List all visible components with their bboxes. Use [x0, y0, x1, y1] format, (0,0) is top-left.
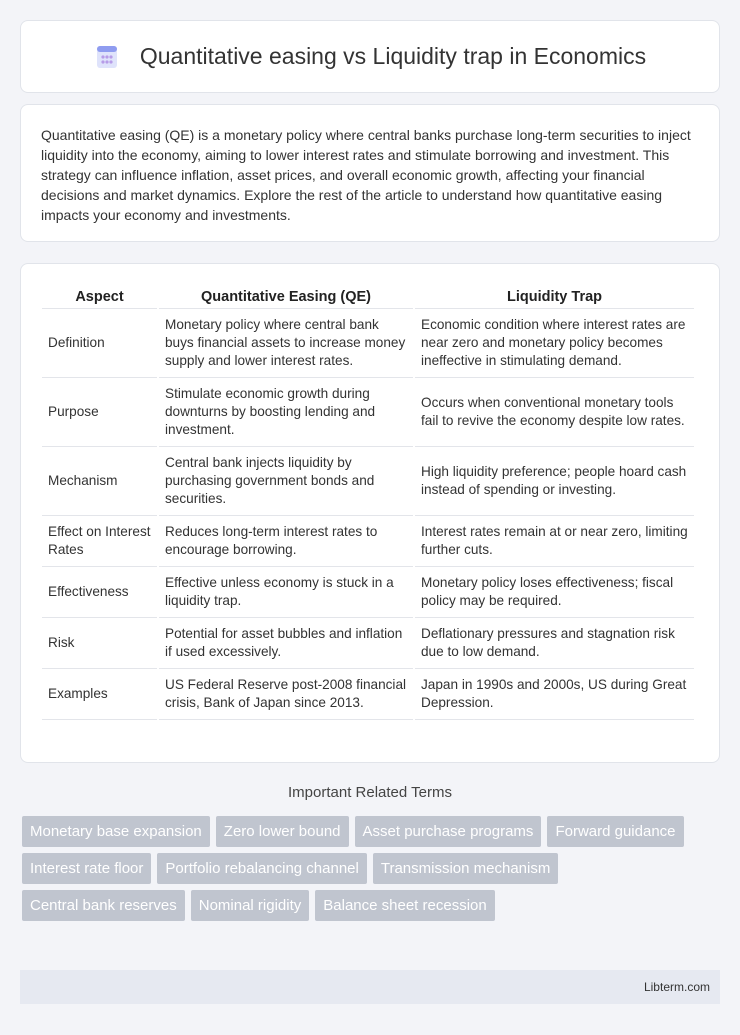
related-terms-list — [22, 816, 718, 927]
footer — [20, 970, 720, 1004]
comparison-table — [40, 284, 696, 720]
related-term-tag[interactable]: Interest rate floor — [22, 853, 151, 884]
liquidity-trap-cell: Economic condition where interest rates are near zero and monetary policy becomes ineffective in stimulating demand. — [415, 309, 694, 378]
column-header-liquidity-trap: Liquidity Trap — [415, 284, 694, 309]
table-row — [42, 618, 694, 669]
qe-cell: Reduces long-term interest rates to encourage borrowing. — [159, 516, 413, 567]
liquidity-trap-cell: Occurs when conventional monetary tools fail to revive the economy despite low rates. — [415, 378, 694, 447]
aspect-cell: Effect on Interest Rates — [42, 516, 157, 567]
table-row — [42, 669, 694, 720]
liquidity-trap-cell: High liquidity preference; people hoard cash instead of spending or investing. — [415, 447, 694, 516]
table-row — [42, 567, 694, 618]
aspect-cell: Mechanism — [42, 447, 157, 516]
related-term-tag[interactable]: Balance sheet recession — [315, 890, 494, 921]
table-row — [42, 516, 694, 567]
table-header-row — [42, 284, 694, 309]
intro-text: Quantitative easing (QE) is a monetary policy where central banks purchase long-term securities to inject liquidity into the economy, aiming to lower interest rates and stimulate borrowing and investment. This strategy can influence inflation, asset prices, and overall economic growth, affecting your financial decisions and market dynamics. Explore the rest of the article to understand how quantitative easing impacts your economy and investments. — [41, 127, 691, 223]
related-term-tag[interactable]: Forward guidance — [547, 816, 683, 847]
qe-cell: Effective unless economy is stuck in a liquidity trap. — [159, 567, 413, 618]
related-terms-heading: Important Related Terms — [288, 784, 452, 801]
related-term-tag[interactable]: Zero lower bound — [216, 816, 349, 847]
aspect-cell: Examples — [42, 669, 157, 720]
aspect-cell: Purpose — [42, 378, 157, 447]
related-term-tag[interactable]: Asset purchase programs — [355, 816, 542, 847]
liquidity-trap-cell: Japan in 1990s and 2000s, US during Great Depression. — [415, 669, 694, 720]
liquidity-trap-cell: Deflationary pressures and stagnation risk due to low demand. — [415, 618, 694, 669]
qe-cell: Stimulate economic growth during downturns by boosting lending and investment. — [159, 378, 413, 447]
page-title: Quantitative easing vs Liquidity trap in Economics — [139, 43, 647, 69]
table-row — [42, 447, 694, 516]
qe-cell: US Federal Reserve post-2008 financial crisis, Bank of Japan since 2013. — [159, 669, 413, 720]
liquidity-trap-cell: Interest rates remain at or near zero, limiting further cuts. — [415, 516, 694, 567]
related-term-tag[interactable]: Transmission mechanism — [373, 853, 559, 884]
column-header-aspect: Aspect — [42, 284, 157, 309]
table-row — [42, 378, 694, 447]
intro-card — [20, 104, 720, 242]
footer-site-link[interactable]: Libterm.com — [643, 980, 710, 994]
title-card — [20, 20, 720, 93]
table-row — [42, 309, 694, 378]
related-term-tag[interactable]: Nominal rigidity — [191, 890, 310, 921]
liquidity-trap-cell: Monetary policy loses effectiveness; fiscal policy may be required. — [415, 567, 694, 618]
aspect-cell: Effectiveness — [42, 567, 157, 618]
aspect-cell: Definition — [42, 309, 157, 378]
qe-cell: Central bank injects liquidity by purchasing government bonds and securities. — [159, 447, 413, 516]
related-term-tag[interactable]: Portfolio rebalancing channel — [157, 853, 366, 884]
qe-cell: Potential for asset bubbles and inflation if used excessively. — [159, 618, 413, 669]
related-term-tag[interactable]: Monetary base expansion — [22, 816, 210, 847]
document-grid-icon — [94, 44, 120, 70]
column-header-qe: Quantitative Easing (QE) — [159, 284, 413, 309]
comparison-card — [20, 263, 720, 763]
related-term-tag[interactable]: Central bank reserves — [22, 890, 185, 921]
qe-cell: Monetary policy where central bank buys financial assets to increase money supply and lower interest rates. — [159, 309, 413, 378]
aspect-cell: Risk — [42, 618, 157, 669]
